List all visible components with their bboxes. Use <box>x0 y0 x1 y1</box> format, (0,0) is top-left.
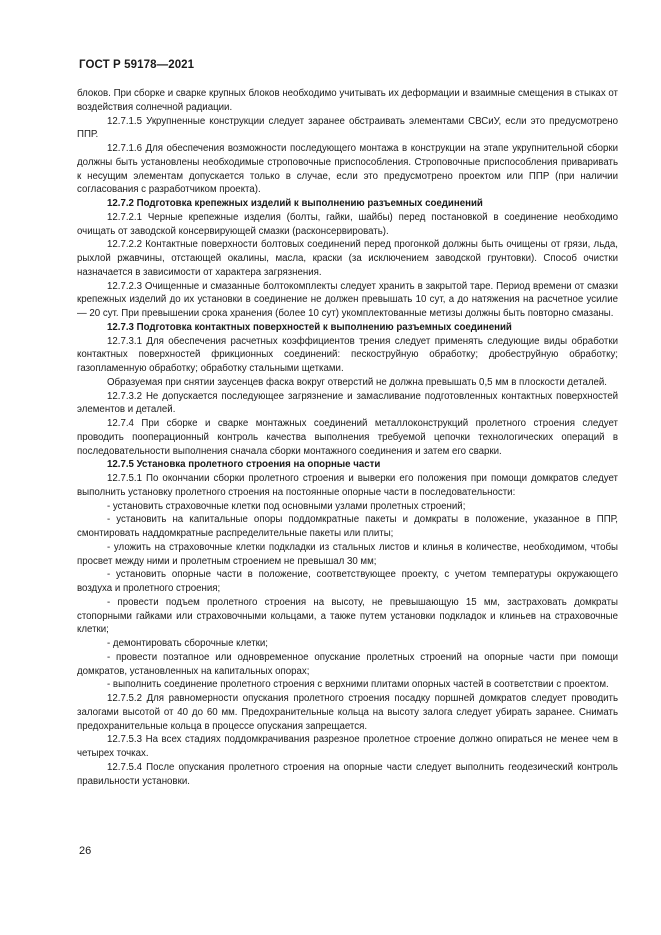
paragraph: 12.7.5.2 Для равномерности опускания пролетного строения посадку поршней домкратов следует проводить залогами высотой от 40 до 60 мм. Предохранительные кольца на высоту залога следует убирать заранее. Снимать предохранительные кольца в процессе опускания запрещается. <box>77 693 618 732</box>
paragraph: 12.7.5.3 На всех стадиях поддомкрачивания разрезное пролетное строение должно опираться не менее чем в четырех точках. <box>77 734 618 759</box>
paragraph: блоков. При сборке и сварке крупных блоков необходимо учитывать их деформации и взаимные смещения в стыках от воздействия солнечной радиации. <box>77 88 618 113</box>
list-item: - установить на капитальные опоры поддомкратные пакеты и домкраты в положение, указанное в ППР, смонтировать наддомкратные распределительные пакеты или плиты; <box>77 514 618 539</box>
paragraph: 12.7.4 При сборке и сварке монтажных соединений металлоконструкций пролетного строения следует проводить пооперационный контроль качества выполнения требуемой цепочки технологических операций в последовательности выполнения сначала сборки монтажного соединения и затем его сварки. <box>77 418 618 457</box>
list-item: - провести подъем пролетного строения на высоту, не превышающую 15 мм, застраховать домкраты стопорными гайками или страховочными кольцами, а также путем установки подкладок и клиньев на страховочные клетки; <box>77 596 618 636</box>
paragraph: 12.7.3.2 Не допускается последующее загрязнение и замасливание подготовленных контактных поверхностей элементов и деталей. <box>77 390 618 416</box>
list-item: - провести поэтапное или одновременное опускание пролетных строений на опорные части при помощи домкратов, установленных на капитальных опорах; <box>77 651 618 677</box>
paragraph: 12.7.5.4 После опускания пролетного строения на опорные части следует выполнить геодезический контроль правильности установки. <box>77 761 618 787</box>
paragraph: 12.7.2.1 Черные крепежные изделия (болты, гайки, шайбы) перед постановкой в соединение необходимо очищать от заводской консервирующей смазки (расконсервировать). <box>77 211 618 237</box>
list-item: - демонтировать сборочные клетки; <box>107 638 268 649</box>
list-item: - выполнить соединение пролетного строения с верхними плитами опорных частей в соответствии с проектом. <box>107 679 609 691</box>
list-item: - установить страховочные клетки под основными узлами пролетных строений; <box>107 500 466 512</box>
paragraph: 12.7.5.1 По окончании сборки пролетного строения и выверки его положения при помощи домкратов следует выполнить установку пролетного строения на постоянные опорные части в последовательности: <box>77 473 618 498</box>
paragraph: 12.7.1.5 Укрупненные конструкции следует заранее обстраивать элементами СВСиУ, если это предусмотрено ППР. <box>77 115 618 141</box>
paragraph: 12.7.2.2 Контактные поверхности болтовых соединений перед прогонкой должны быть очищены от грязи, льда, рыхлой ржавчины, отстающей окалины, масла, краски (за исключением заводской грунтовки). Способ очистки назначается в зависимости от характера загрязнения. <box>77 239 618 278</box>
paragraph: 12.7.2.3 Очищенные и смазанные болтокомплекты следует хранить в закрытой таре. Период времени от смазки крепежных изделий до их установки в соединение не должен превышать 10 сут, а до натяжения на расчетное усилие — 20 сут. При превышении срока хранения (более 10 сут) укомплектованные метизы должны быть повторно смазаны. <box>77 280 618 319</box>
document-body <box>77 87 618 788</box>
paragraph: 12.7.3.1 Для обеспечения расчетных коэффициентов трения следует применять следующие виды обработки контактных поверхностей фрикционных соединений: пескоструйную обработку; дробеструйную обработку; газопламенную обработку; обработку стальными щетками. <box>77 335 618 374</box>
list-item: - установить опорные части в положение, соответствующее проекту, с учетом температуры окружающего воздуха и пролетного строения; <box>77 569 618 594</box>
document-header: ГОСТ Р 59178—2021 <box>79 59 195 71</box>
list-item: - уложить на страховочные клетки подкладки из стальных листов и клинья в количестве, необходимом, чтобы просвет между ними и пролетным строением не превышал 30 мм; <box>77 541 618 567</box>
section-heading: 12.7.5 Установка пролетного строения на опорные части <box>107 459 381 471</box>
paragraph: Образуемая при снятии заусенцев фаска вокруг отверстий не должна превышать 0,5 мм в плоскости деталей. <box>107 376 607 388</box>
section-heading: 12.7.2 Подготовка крепежных изделий к выполнению разъемных соединений <box>107 198 483 209</box>
section-heading: 12.7.3 Подготовка контактных поверхностей к выполнению разъемных соединений <box>107 321 512 333</box>
page-number: 26 <box>79 845 92 857</box>
paragraph: 12.7.1.6 Для обеспечения возможности последующего монтажа в конструкции на этапе укрупнительной сборки должны быть установлены необходимые строповочные приспособления. Строповочные приспособления приваривать к несущим элементам допускается только в случае, если это предусмотрено проектом или ППР (при наличии согласования с разработчиком проекта). <box>77 143 618 196</box>
